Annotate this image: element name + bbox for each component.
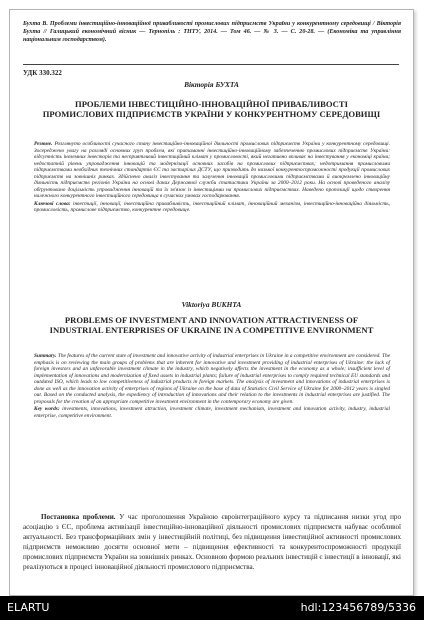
author-en: Viktoriya BUKHTA — [181, 300, 242, 309]
keywords-en-text: investments, innovations, investment attraction, investment climate, investment mechanism, investment and innovation activity, industry, industrial enterprise, competitive environment. — [34, 406, 390, 419]
abstract-uk-text: Розглянуто особливості сучасного стану інвестиційно-інноваційної діяльності промислових підприємств України у конкурентному середовищі. Зосереджено увагу на розгляді основних груп проблем, які притаманні інвестиційно-інноваційному забезпеченню промислових підприємств України: відсутність іноземних інвесторів та несприятливий інвестиційний клімат у промисловості, який негативно впливає на інвестування у економіці країни; недостатній рівень упровадження інновацій та модернізації основних засобів на промислових підприємствах; недотримання промисловими підприємствами необхідних технічних стандартів ЄС та застарілих ДСТУ, що призводить до низької конкурентоспроможності продукції промислових підприємств на зовнішніх ринках. Здійснено аналіз інвестування та залучення інновацій промисловими підприємствами й виокремлено інноваційну діяльність підприємств регіонів України на основі даних Державної служби статистики України за 2000–2012 роки. На основі проведеного аналізу обґрунтовано доцільність упровадження інновацій та їх зв'язок із інвестиціями на промислових підприємствах. Наведено пропозиції щодо створення належного конкурентного інвестиційного середовища в сучасних умовах господарювання. — [34, 141, 390, 200]
citation: Бухта В. Проблеми інвестиційно-інноваційної привабливості промислових підприємств України у конкурентному середовищі / Вікторія Бухта // Галицький економічний вісник — Тернопіль : ТНТУ, 2014. — Том 46. — № 3. — С. 20-28. — (Економіка та управління національним господарством). — [23, 21, 401, 44]
handle-id: hdl:123456789/5336 — [300, 601, 416, 614]
author-uk: Вікторія БУХТА — [184, 80, 239, 89]
document-page — [9, 9, 414, 596]
udc-code: УДК 330.322 — [23, 69, 62, 77]
status-bar — [0, 596, 424, 620]
keywords-uk-label: Ключові слова: — [34, 200, 71, 207]
keywords-en — [34, 406, 390, 419]
repository-name: ELARTU — [7, 601, 50, 614]
divider — [23, 64, 399, 65]
keywords-uk-text: інвестиції, інновації, інвестиційна привабливість, інвестиційний клімат, інноваційний механізм, інвестиційно-інноваційна діяльність, промисловість, промислове підприємство, конкурентне середовище. — [34, 200, 390, 214]
keywords-en-label: Key words: — [34, 406, 60, 413]
body-text: У час проголошення Україною євроінтеграційного курсу та підписання низки угод про асоціацію з ЄС, проблема активізації інвестиційно-інноваційної діяльності промислових підприємств набуває особливої актуальності. Без трансформаційних змін у інвестиційній політиці, без підвищення інвестиційної активності промислових підприємств неможливо досягти основної мети – підвищення ефективності та конкурентоспроможності продукції промислових підприємств України на зовнішніх ринках. Основною формою реальних інвестицій є інвестиції в інновації, які реалізуються в процесі інноваційної діяльності промислового підприємства. — [23, 513, 401, 571]
abstract-uk — [34, 141, 390, 214]
keywords-uk — [34, 201, 390, 214]
title-en: PROBLEMS OF INVESTMENT AND INNOVATION ATTRACTIVENESS OF INDUSTRIAL ENTERPRISES OF UKRAINE IN A COMPETITIVE ENVIRONMENT — [49, 315, 374, 335]
summary-en-label: Summary. — [34, 353, 57, 359]
body-paragraph — [23, 513, 401, 572]
title-uk: ПРОБЛЕМИ ІНВЕСТИЦІЙНО-ІННОВАЦІЙНОЇ ПРИВАБЛИВОСТІ ПРОМИСЛОВИХ ПІДПРИЄМСТВ УКРАЇНИ У КОНКУРЕНТНОМУ СЕРЕДОВИЩІ — [42, 99, 381, 119]
summary-en-text: The features of the current state of investment and innovative activity of industrial enterprises in Ukraine in a competitive environment are considered. The emphasis is on reviewing the main groups of problems that are inherent for innovative and investment providing of industrial enterprises of Ukraine: the lack of foreign investors and an unfavorable investment climate in the industry, which negatively affects the investment in the economy as a whole; insufficient level of implementation of innovations and modernization of fixed assets in industrial plants; failure of industrial enterprises to comply required technical EU standards and outdated ISO, which leads to low competitiveness of industrial products in foreign markets. The analysis of investment and innovations of industrial enterprises is done as well as the innovation activity of enterprises of regions of Ukraine on the base of data of Statistics Civil Service of Ukraine for 2000–2012 years is singled out. Based on the conducted analysis, the expediency of introduction of innovations and their relation to the investments in industrial enterprises are justified. The proposals for the creation of an appropriate competitive investment environment in the contemporary economy are given. — [34, 353, 390, 405]
summary-en — [34, 353, 390, 419]
body-label: Постановка проблеми. — [41, 513, 116, 521]
abstract-uk-label: Резюме. — [34, 141, 53, 147]
